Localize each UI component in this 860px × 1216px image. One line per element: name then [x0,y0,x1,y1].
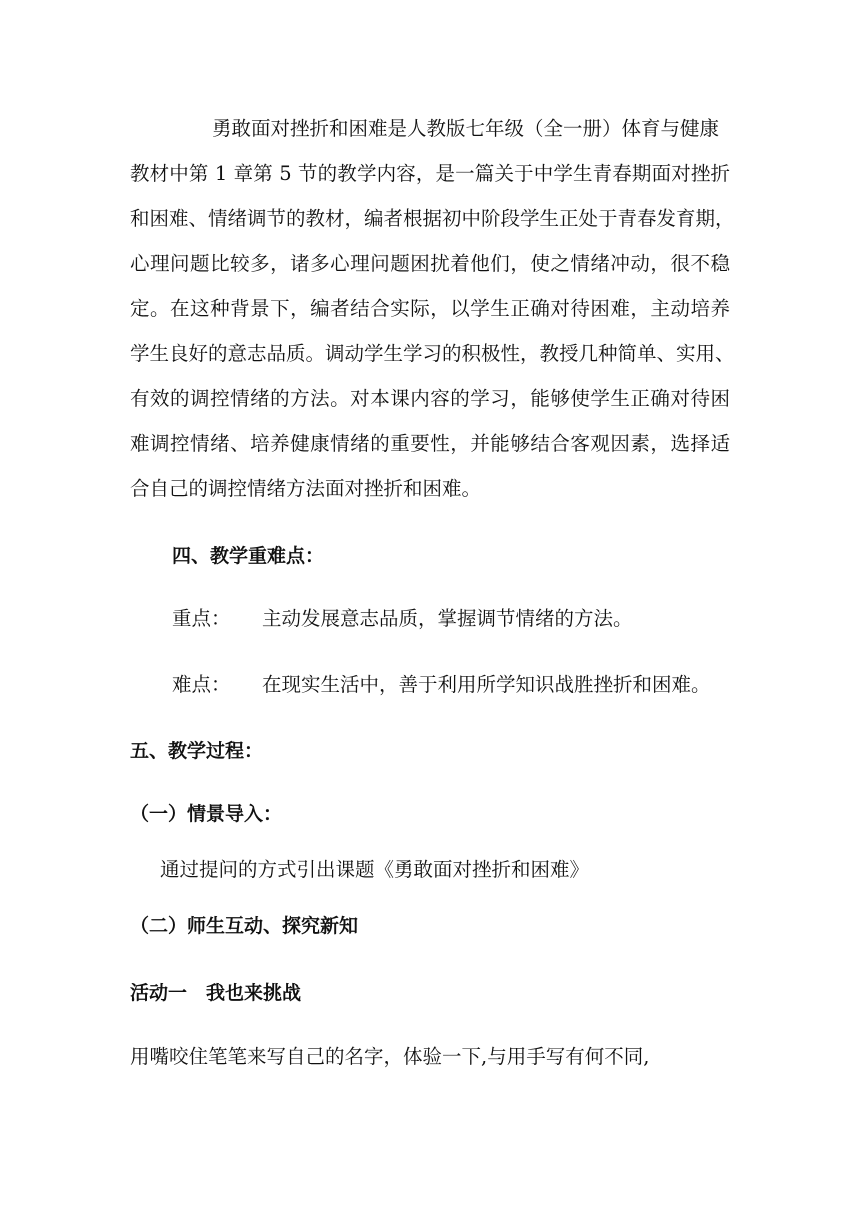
paragraph-line: 勇敢面对挫折和困难是人教版七年级（全一册）体育与健康 [212,117,720,140]
difficulty-label: 难点： [172,673,231,696]
intro-text: 通过提问的方式引出课题《勇敢面对挫折和困难》 [160,858,590,881]
difficulty-text: 在现实生活中，善于利用所学知识战胜挫折和困难。 [262,673,711,696]
key-point-item [172,607,633,631]
difficulty-item [172,673,711,697]
paragraph-line: 教材中第 1 章第 5 节的教学内容，是一篇关于中学生青春期面对挫折 [130,162,730,185]
section-heading-key-points: 四、教学重难点： [172,545,325,567]
paragraph-line: 有效的调控情绪的方法。对本课内容的学习，能够使学生正确对待困 [130,387,730,410]
paragraph-line: 和困难、情绪调节的教材，编者根据初中阶段学生正处于青春发育期， [130,207,735,230]
section-heading-process: 五、教学过程： [130,740,264,762]
paragraph-line: 心理问题比较多，诸多心理问题困扰着他们，使之情绪冲动，很不稳 [130,252,730,275]
activity-heading: 活动一 我也来挑战 [130,982,302,1004]
activity-text: 用嘴咬住笔笔来写自己的名字，体验一下,与用手写有何不同, [130,1045,650,1068]
key-point-label: 重点： [172,607,231,630]
key-point-text: 主动发展意志品质，掌握调节情绪的方法。 [262,607,633,630]
paragraph-line: 学生良好的意志品质。调动学生学习的积极性，教授几种简单、实用、 [130,342,735,365]
paragraph-line: 定。在这种背景下，编者结合实际，以学生正确对待困难，主动培养 [130,297,730,320]
paragraph-line: 合自己的调控情绪方法面对挫折和困难。 [130,477,482,500]
subsection-heading-interaction: （二）师生互动、探究新知 [130,915,359,937]
paragraph-line: 难调控情绪、培养健康情绪的重要性，并能够结合客观因素，选择适 [130,432,730,455]
subsection-heading-intro: （一）情景导入： [130,803,283,825]
